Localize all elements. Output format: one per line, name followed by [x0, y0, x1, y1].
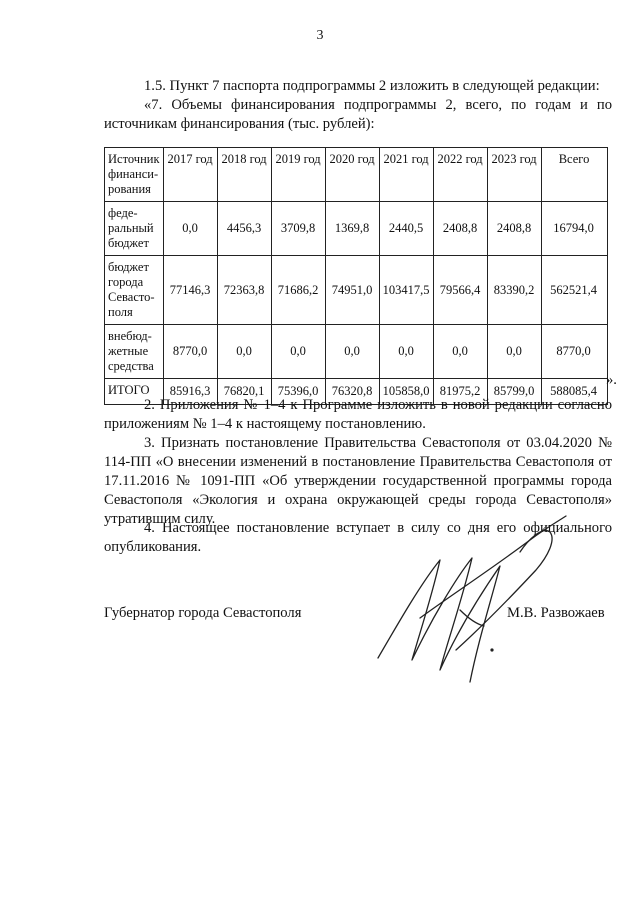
- table-cell: 562521,4: [541, 256, 607, 325]
- table-cell: 1369,8: [325, 202, 379, 256]
- table-cell: 105858,0: [379, 379, 433, 405]
- paragraph-3: 3. Признать постановление Правительства Севастополя от 03.04.2020 № 114-ПП «О внесении изменений в постановление Правительства Севастополя от 17.11.2016 № 1091-ПП «Об утверждении государственной программы города Севастополя «Экология и охрана окружающей среды города Севастополя» утратившим силу.: [104, 435, 612, 527]
- table-cell: 85916,3: [163, 379, 217, 405]
- table-row-extrabudgetary: [105, 325, 608, 379]
- table-cell: 85799,0: [487, 379, 541, 405]
- table-row-city: [105, 256, 608, 325]
- table-cell: 0,0: [163, 202, 217, 256]
- row-source-label: феде-ральный бюджет: [105, 202, 164, 256]
- header-2018: 2018 год: [217, 148, 271, 202]
- table-cell: 2408,8: [487, 202, 541, 256]
- paragraph-item-7: «7. Объемы финансирования подпрограммы 2, всего, по годам и по источникам финансирования (тыс. рублей):: [104, 97, 612, 132]
- table-cell: 0,0: [271, 325, 325, 379]
- table-row-federal: [105, 202, 608, 256]
- table-cell: 81975,2: [433, 379, 487, 405]
- handwritten-signature: [360, 500, 570, 690]
- signatory-title: Губернатор города Севастополя: [104, 605, 302, 621]
- table-cell: 0,0: [379, 325, 433, 379]
- table-cell: 2440,5: [379, 202, 433, 256]
- header-2023: 2023 год: [487, 148, 541, 202]
- table-cell: 0,0: [217, 325, 271, 379]
- header-2022: 2022 год: [433, 148, 487, 202]
- page-number: 3: [316, 28, 324, 43]
- table-cell: 16794,0: [541, 202, 607, 256]
- header-2019: 2019 год: [271, 148, 325, 202]
- table-cell: 79566,4: [433, 256, 487, 325]
- row-source-label: внебюд-жетные средства: [105, 325, 164, 379]
- row-source-label: бюджет города Севасто-поля: [105, 256, 164, 325]
- table-cell: 103417,5: [379, 256, 433, 325]
- header-source: Источник финанси-рования: [105, 148, 164, 202]
- paragraph-2: 2. Приложения № 1–4 к Программе изложить в новой редакции согласно приложениям № 1–4 к настоящему постановлению.: [104, 397, 612, 432]
- signatory-name: М.В. Развожаев: [507, 605, 605, 621]
- table-cell: 8770,0: [541, 325, 607, 379]
- table-closing-quote: ».: [606, 372, 617, 388]
- table-cell: 0,0: [433, 325, 487, 379]
- paragraph-4: 4. Настоящее постановление вступает в силу со дня его официального опубликования.: [104, 520, 612, 555]
- table-cell: 2408,8: [433, 202, 487, 256]
- header-2020: 2020 год: [325, 148, 379, 202]
- table-cell: 75396,0: [271, 379, 325, 405]
- row-source-label: ИТОГО: [105, 379, 164, 405]
- table-cell: 588085,4: [541, 379, 607, 405]
- table-cell: 71686,2: [271, 256, 325, 325]
- table-header-row: [105, 148, 608, 202]
- table-cell: 8770,0: [163, 325, 217, 379]
- table-cell: 74951,0: [325, 256, 379, 325]
- paragraph-1-5: 1.5. Пункт 7 паспорта подпрограммы 2 изложить в следующей редакции:: [144, 78, 600, 94]
- table-cell: 3709,8: [271, 202, 325, 256]
- table-cell: 0,0: [325, 325, 379, 379]
- financing-table: [104, 147, 608, 405]
- table-cell: 76320,8: [325, 379, 379, 405]
- table-cell: 77146,3: [163, 256, 217, 325]
- header-2021: 2021 год: [379, 148, 433, 202]
- table-cell: 76820,1: [217, 379, 271, 405]
- header-2017: 2017 год: [163, 148, 217, 202]
- table-cell: 72363,8: [217, 256, 271, 325]
- header-total: Всего: [541, 148, 607, 202]
- table-cell: 0,0: [487, 325, 541, 379]
- table-cell: 4456,3: [217, 202, 271, 256]
- table-cell: 83390,2: [487, 256, 541, 325]
